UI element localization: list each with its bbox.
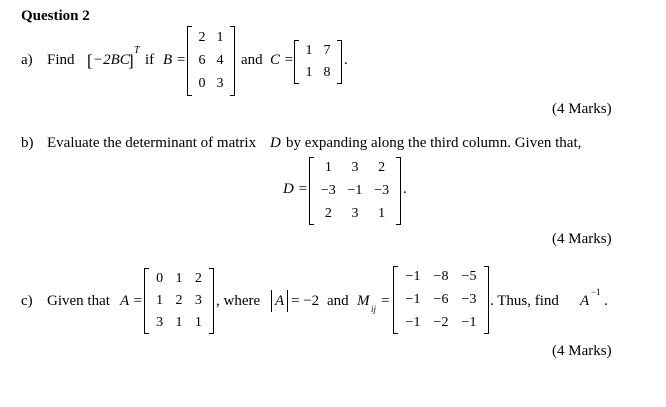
- part-c-detA-value: = −2: [291, 293, 320, 309]
- part-a-C-label: C =: [270, 52, 294, 68]
- matrix-A-cell: 0: [156, 271, 164, 286]
- part-c-where: , where: [216, 293, 261, 309]
- matrix-C-cell: 7: [323, 43, 331, 58]
- part-c-M-sub: ij: [371, 304, 377, 314]
- matrix-A-cell: 1: [156, 293, 164, 308]
- det-bar-left: [271, 290, 272, 312]
- part-c-period: .: [604, 293, 608, 309]
- matrix-M-cell: −6: [433, 291, 449, 307]
- part-a-bracket-close: ]: [128, 51, 134, 70]
- part-c-A-inv-var: A: [580, 293, 590, 309]
- part-b-text-1: Evaluate the determinant of matrix: [47, 135, 257, 151]
- matrix-D-cell: −3: [374, 182, 390, 198]
- matrix-B-cell: 0: [198, 76, 206, 92]
- part-c-M-var: M: [357, 293, 370, 309]
- matrix-B-cell: 1: [216, 29, 224, 45]
- det-bar-right: [287, 290, 288, 312]
- matrix-B-cell: 6: [198, 52, 206, 68]
- part-b-marks: (4 Marks): [552, 231, 612, 247]
- matrix-M: [393, 266, 489, 334]
- part-b-label: b): [21, 135, 34, 151]
- matrix-D-cell: 3: [351, 205, 359, 221]
- matrix-D: [309, 157, 401, 225]
- part-c-label: c): [21, 293, 33, 309]
- part-c-A-label: A =: [120, 293, 143, 309]
- matrix-M-cell: −8: [433, 269, 449, 285]
- part-a-and: and: [241, 52, 263, 68]
- part-c-given: Given that: [47, 293, 110, 309]
- matrix-A-cell: 3: [194, 293, 202, 308]
- matrix-M-cell: −5: [461, 269, 477, 285]
- part-b-period: .: [403, 181, 407, 197]
- part-a-period: .: [344, 52, 348, 68]
- matrix-M-cell: −3: [461, 291, 477, 307]
- part-c-thus: . Thus, find: [490, 293, 559, 309]
- part-a-expression: −2BC: [93, 52, 130, 68]
- matrix-C-cell: 1: [305, 65, 313, 80]
- part-c-detA-var: A: [275, 293, 285, 309]
- part-c-A-inv-sup: −1: [591, 287, 601, 297]
- matrix-C-cell: 8: [323, 65, 331, 80]
- part-a-find: Find: [47, 52, 75, 68]
- part-c-and: and: [327, 293, 349, 309]
- matrix-M-cell: −1: [405, 314, 421, 330]
- matrix-A-cell: 1: [175, 271, 183, 286]
- matrix-D-cell: −3: [320, 182, 336, 198]
- matrix-A-cell: 2: [194, 271, 202, 286]
- matrix-B-cell: 4: [216, 52, 224, 68]
- matrix-M-cell: −2: [433, 314, 449, 330]
- question-title: Question 2: [21, 8, 90, 24]
- matrix-D-cell: 3: [351, 160, 359, 176]
- matrix-B-cell: 3: [216, 76, 224, 92]
- matrix-A-cell: 2: [175, 293, 183, 308]
- part-a-B-label: B =: [163, 52, 187, 68]
- matrix-D-cell: 1: [324, 160, 332, 176]
- matrix-D-cell: 2: [324, 205, 332, 221]
- matrix-D-cell: 1: [378, 205, 386, 221]
- matrix-C-cell: 1: [305, 43, 313, 58]
- matrix-M-cell: −1: [405, 269, 421, 285]
- matrix-A-cell: 1: [194, 315, 202, 330]
- matrix-A: [144, 268, 214, 334]
- matrix-A-cell: 3: [156, 315, 164, 330]
- part-b-var-D: D: [270, 135, 281, 151]
- matrix-B: [187, 26, 235, 96]
- matrix-M-cell: −1: [405, 291, 421, 307]
- part-a-if: if: [145, 52, 155, 68]
- matrix-A-cell: 1: [175, 315, 183, 330]
- matrix-M-cell: −1: [461, 314, 477, 330]
- part-b-text-2: by expanding along the third column. Given that,: [286, 135, 582, 151]
- part-a-transpose-sup: T: [134, 45, 140, 56]
- matrix-C: [294, 40, 342, 84]
- part-c-M-eq: =: [381, 293, 390, 309]
- matrix-D-cell: 2: [378, 160, 386, 176]
- part-a-label: a): [21, 52, 33, 68]
- part-b-D-label: D =: [283, 181, 308, 197]
- part-a-marks: (4 Marks): [552, 101, 612, 117]
- matrix-B-cell: 2: [198, 29, 206, 45]
- part-c-marks: (4 Marks): [552, 343, 612, 359]
- matrix-D-cell: −1: [347, 182, 363, 198]
- part-a-bracket-open: [: [87, 51, 93, 70]
